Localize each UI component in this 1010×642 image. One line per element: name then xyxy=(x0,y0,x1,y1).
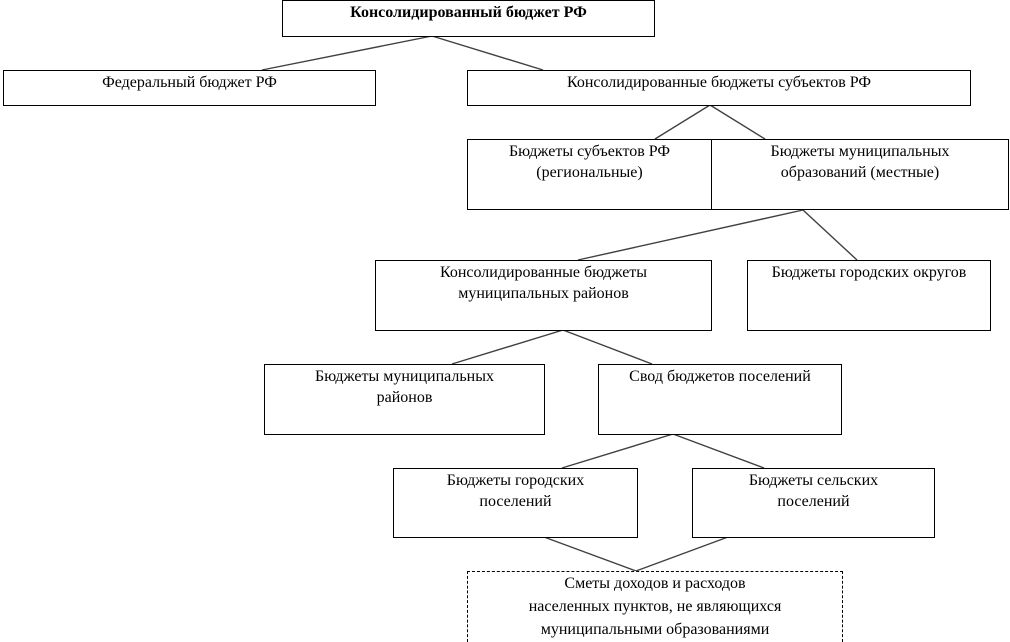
urban-settlements-node: Бюджеты городских поселений xyxy=(393,468,638,538)
connector-root-subjects xyxy=(432,36,543,70)
connector-rural-estimates xyxy=(636,537,728,571)
connector-districts-municipal xyxy=(452,330,563,364)
consolidated-districts-node: Консолидированные бюджеты муниципальных районов xyxy=(375,260,712,331)
city-districts-node: Бюджеты городских округов xyxy=(747,260,991,331)
subjects-regional-node: Бюджеты субъектов РФ (региональные) xyxy=(467,139,712,210)
connector-settlements-rural xyxy=(673,434,764,468)
municipal-local-node: Бюджеты муниципальных образований (местные) xyxy=(711,139,1009,210)
root-node: Консолидированный бюджет РФ xyxy=(282,0,655,37)
estimates-node: Сметы доходов и расходов населенных пунктов, не являющихся муниципальными образованиями xyxy=(467,571,843,642)
federal-budget-node: Федеральный бюджет РФ xyxy=(3,70,376,106)
consolidated-subjects-node: Консолидированные бюджеты субъектов РФ xyxy=(467,70,971,106)
connector-settlements-urban xyxy=(562,434,673,468)
rural-settlements-node: Бюджеты сельских поселений xyxy=(692,468,935,538)
connector-urban-estimates xyxy=(544,537,636,571)
connector-subjects-municipal xyxy=(710,105,765,139)
connector-municipal-districts xyxy=(578,210,803,260)
connector-districts-settlements xyxy=(563,330,652,364)
connector-municipal-city xyxy=(803,210,857,260)
municipal-districts-node: Бюджеты муниципальных районов xyxy=(264,364,545,435)
settlements-summary-node: Свод бюджетов поселений xyxy=(598,364,842,435)
connector-subjects-regional xyxy=(655,105,710,139)
connector-root-federal xyxy=(262,36,432,70)
